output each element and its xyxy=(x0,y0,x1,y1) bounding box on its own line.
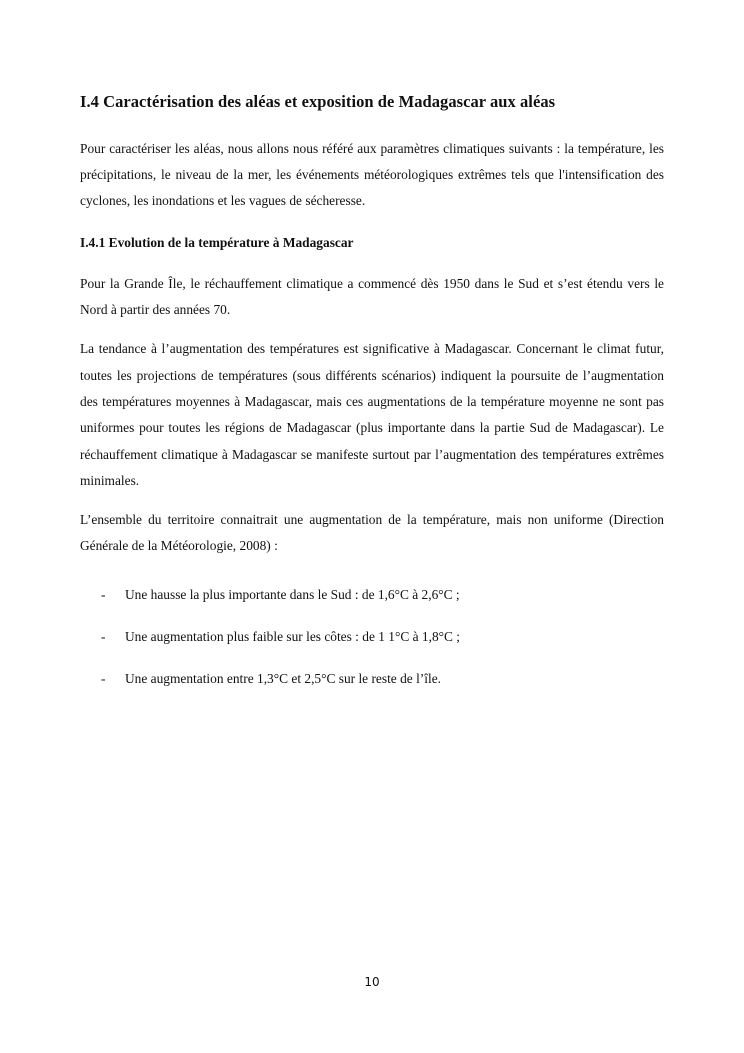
document-page xyxy=(80,92,664,708)
list-item-text: Une augmentation plus faible sur les côtes : de 1 1°C à 1,8°C ; xyxy=(125,628,460,644)
body-paragraph: L’ensemble du territoire connaitrait une augmentation de la température, mais non uniforme (Direction Générale de la Météorologie, 2008) : xyxy=(80,512,664,554)
list-item xyxy=(80,624,664,650)
intro-paragraph: Pour caractériser les aléas, nous allons nous référé aux paramètres climatiques suivants : la température, les précipitations, le niveau de la mer, les événements météorologiques extrêmes tels que l'intensification des cyclones, les inondations et les vagues de sécheresse. xyxy=(80,140,664,209)
bullet-dash: - xyxy=(101,670,106,686)
body-paragraph: La tendance à l’augmentation des températures est significative à Madagascar. Concernant le climat futur, toutes les projections de températures (sous différents scénarios) indiquent la poursuite de l’augmentation des températures moyennes à Madagascar, mais ces augmentations de la température moyenne ne sont pas uniformes pour toutes les régions de Madagascar (plus importante dans la partie Sud de Madagascar). Le réchauffement climatique à Madagascar se manifeste surtout par l’augmentation des températures extrêmes minimales. xyxy=(80,341,664,488)
list-item xyxy=(80,582,664,608)
list-item xyxy=(80,666,664,692)
list-item-text: Une hausse la plus importante dans le Sud : de 1,6°C à 2,6°C ; xyxy=(125,586,460,602)
subsection-heading: I.4.1 Evolution de la température à Madagascar xyxy=(80,234,354,250)
bullet-dash: - xyxy=(101,586,106,602)
list-item-text: Une augmentation entre 1,3°C et 2,5°C sur le reste de l’île. xyxy=(125,670,442,686)
bullet-dash: - xyxy=(101,628,106,644)
page-number: 10 xyxy=(364,975,380,989)
bullet-list xyxy=(80,582,664,692)
section-heading: I.4 Caractérisation des aléas et exposition de Madagascar aux aléas xyxy=(80,92,556,111)
body-paragraph: Pour la Grande Île, le réchauffement climatique a commencé dès 1950 dans le Sud et s’est étendu vers le Nord à partir des années 70. xyxy=(80,275,664,318)
